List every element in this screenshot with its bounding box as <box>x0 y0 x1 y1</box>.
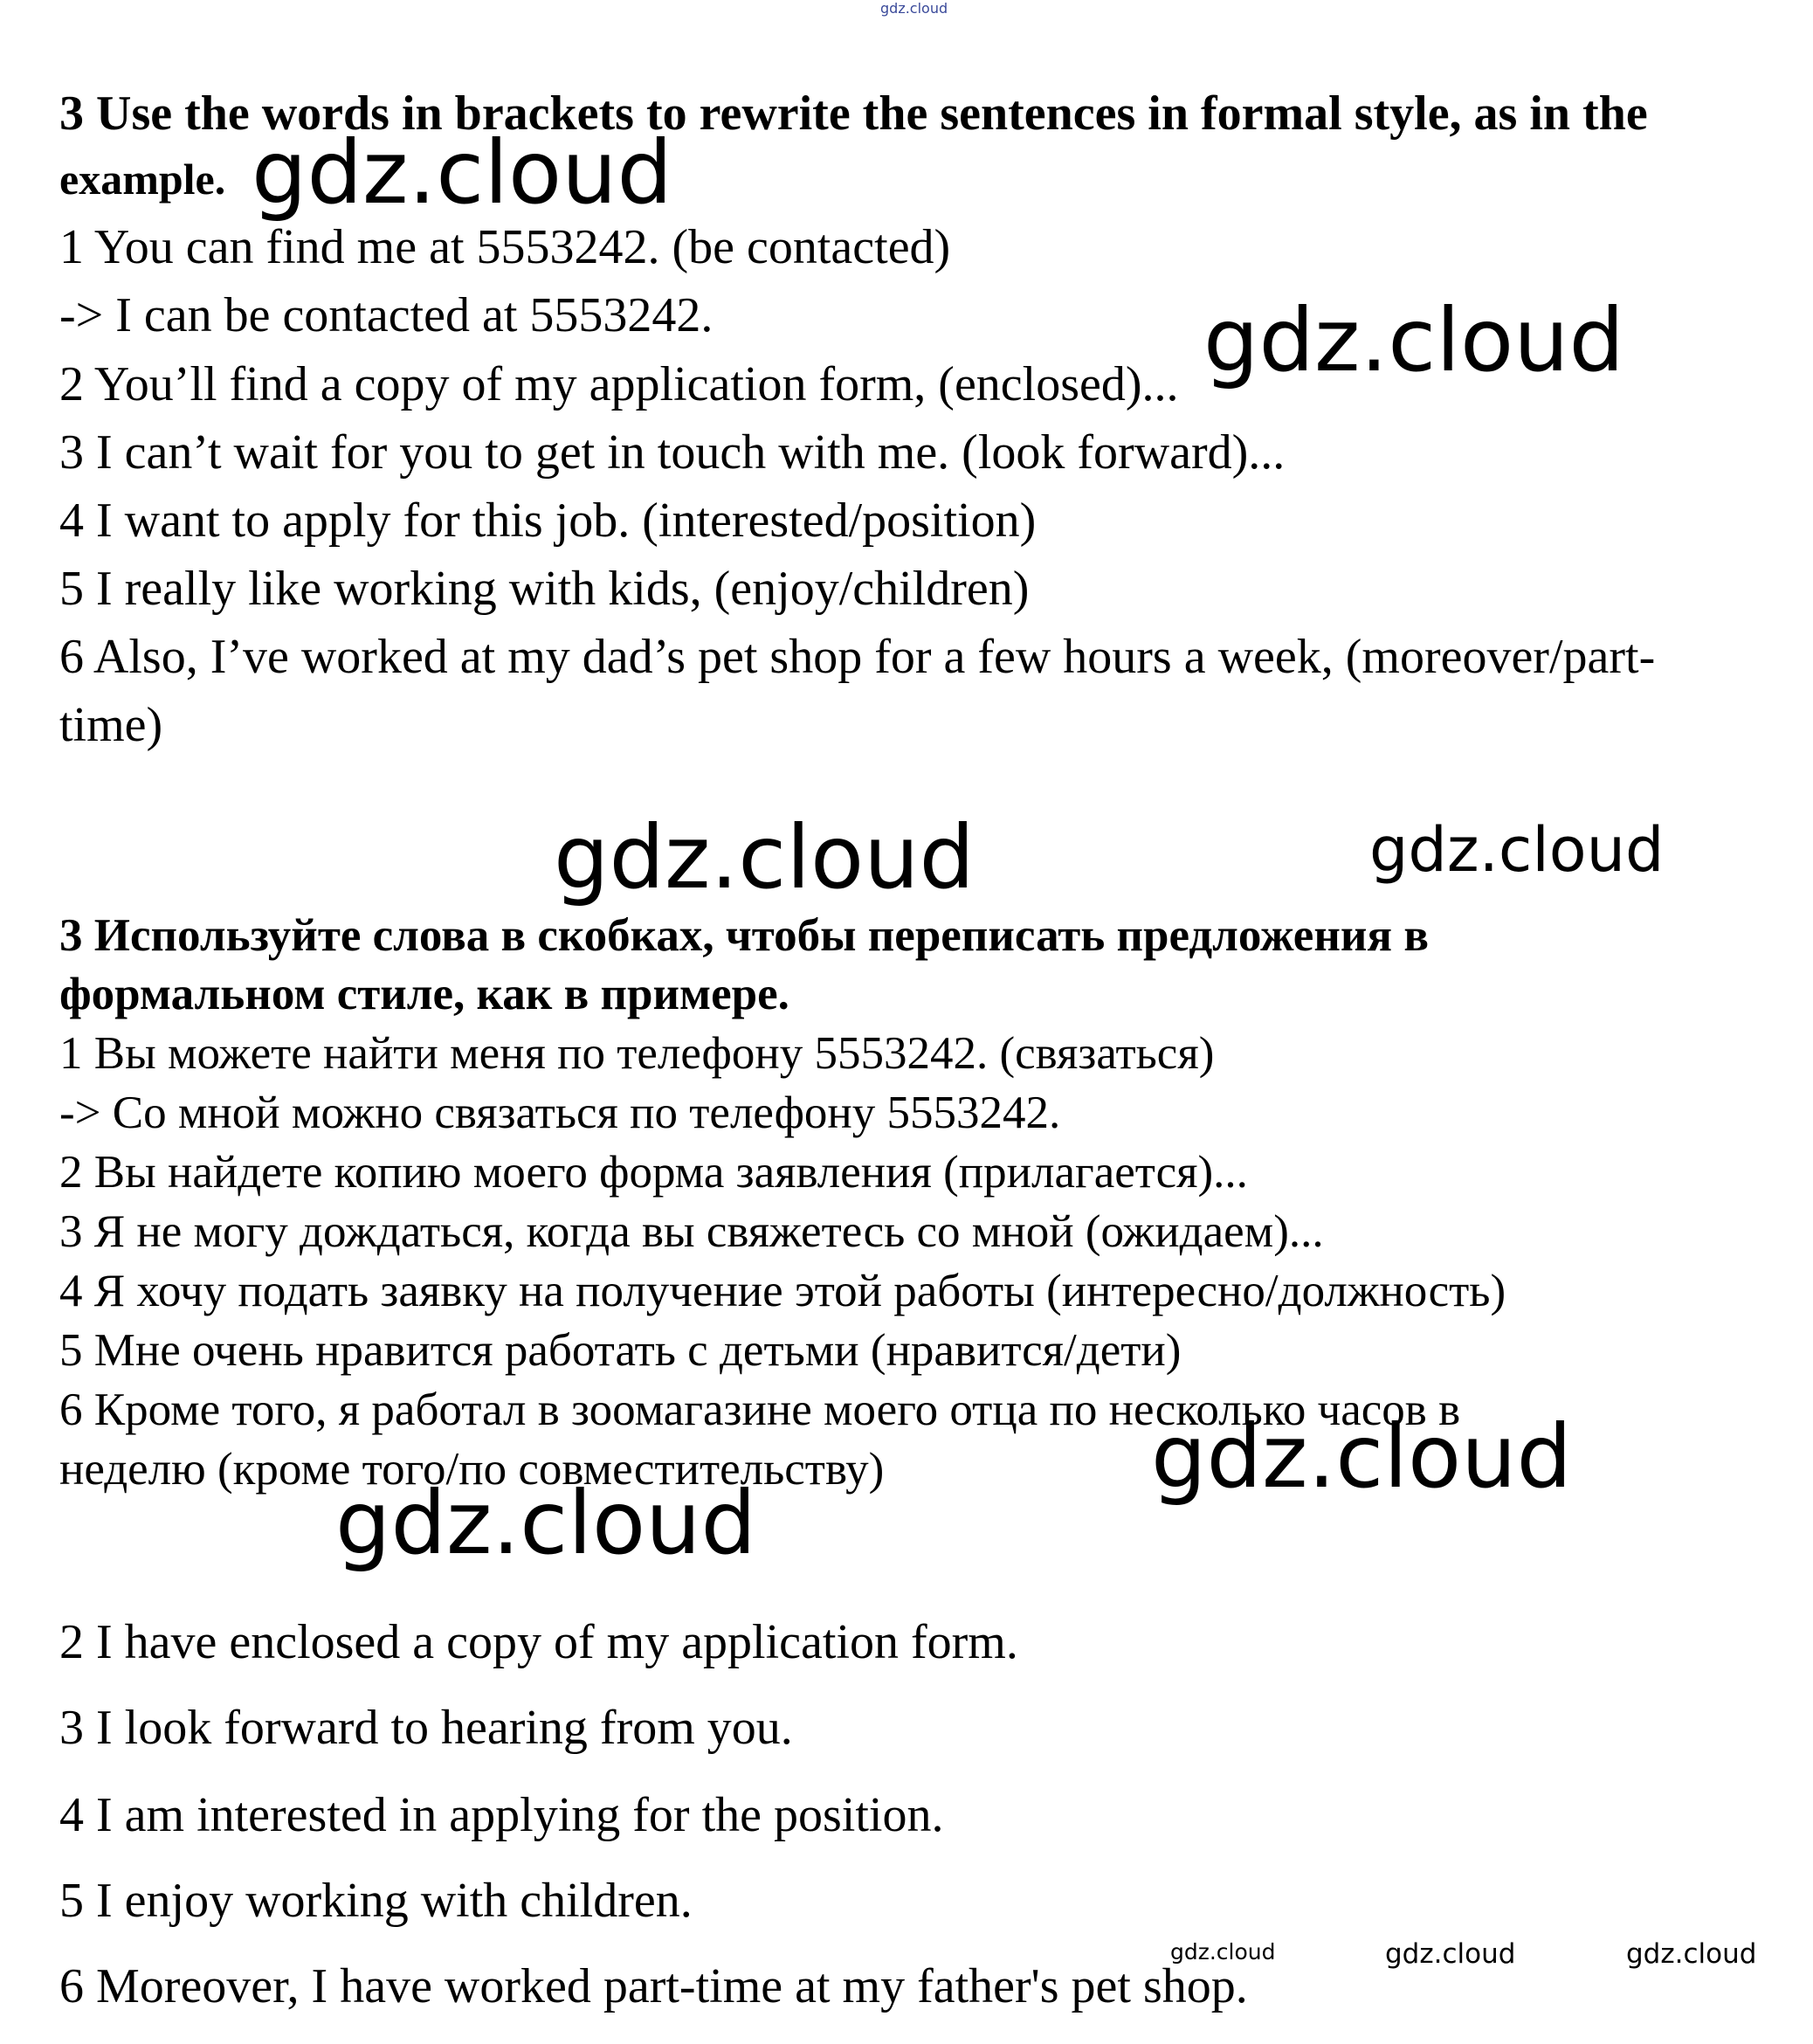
ru-line-1: 1 Вы можете найти меня по телефону 5553242. (связаться) <box>59 1028 1215 1079</box>
watermark-6: gdz.cloud <box>335 1472 757 1574</box>
en-line-4: 4 I want to apply for this job. (interested/position) <box>59 494 1037 548</box>
watermark-top: gdz.cloud <box>880 0 948 17</box>
watermark-1: gdz.cloud <box>252 121 673 224</box>
en-line-6-cont: time) <box>59 698 163 752</box>
watermark-8: gdz.cloud <box>1385 1938 1516 1970</box>
en-line-2: 2 You’ll find a copy of my application form, (enclosed)... <box>59 357 1179 411</box>
en-line-1: 1 You can find me at 5553242. (be contacted) <box>59 220 951 274</box>
exercise-heading-en-cont: example. <box>59 155 226 204</box>
watermark-5: gdz.cloud <box>1151 1405 1573 1508</box>
watermark-9: gdz.cloud <box>1626 1938 1757 1970</box>
ru-line-5: 5 Мне очень нравится работать с детьми (нравится/дети) <box>59 1325 1182 1376</box>
answer-5: 5 I enjoy working with children. <box>59 1874 693 1928</box>
en-example-answer: -> I can be contacted at 5553242. <box>59 288 713 342</box>
ru-line-3: 3 Я не могу дождаться, когда вы свяжетесь со мной (ожидаем)... <box>59 1206 1324 1257</box>
answer-3: 3 I look forward to hearing from you. <box>59 1701 793 1755</box>
ru-example-answer: -> Со мной можно связаться по телефону 5553242. <box>59 1088 1061 1138</box>
exercise-heading-ru: 3 Используйте слова в скобках, чтобы переписать предложения в <box>59 910 1429 961</box>
ru-line-2: 2 Вы найдете копию моего форма заявления (прилагается)... <box>59 1147 1248 1198</box>
ru-line-6: 6 Кроме того, я работал в зоомагазине моего отца по несколько часов в <box>59 1385 1461 1435</box>
answer-6: 6 Moreover, I have worked part-time at my father's pet shop. <box>59 1959 1248 2013</box>
en-line-5: 5 I really like working with kids, (enjoy/children) <box>59 562 1030 616</box>
en-line-6: 6 Also, I’ve worked at my dad’s pet shop for a few hours a week, (moreover/part- <box>59 630 1656 684</box>
ru-line-4: 4 Я хочу подать заявку на получение этой работы (интересно/должность) <box>59 1266 1506 1316</box>
answer-4: 4 I am interested in applying for the position. <box>59 1788 944 1842</box>
ru-line-6-cont: неделю (кроме того/по совместительству) <box>59 1444 885 1495</box>
watermark-3: gdz.cloud <box>554 806 975 908</box>
answer-2: 2 I have enclosed a copy of my application form. <box>59 1615 1018 1669</box>
watermark-7: gdz.cloud <box>1170 1939 1276 1965</box>
exercise-heading-en: 3 Use the words in brackets to rewrite the sentences in formal style, as in the <box>59 86 1648 141</box>
watermark-4: gdz.cloud <box>1369 814 1665 886</box>
en-line-3: 3 I can’t wait for you to get in touch with me. (look forward)... <box>59 425 1286 480</box>
exercise-heading-ru-cont: формальном стиле, как в примере. <box>59 969 789 1019</box>
watermark-2: gdz.cloud <box>1203 289 1625 391</box>
